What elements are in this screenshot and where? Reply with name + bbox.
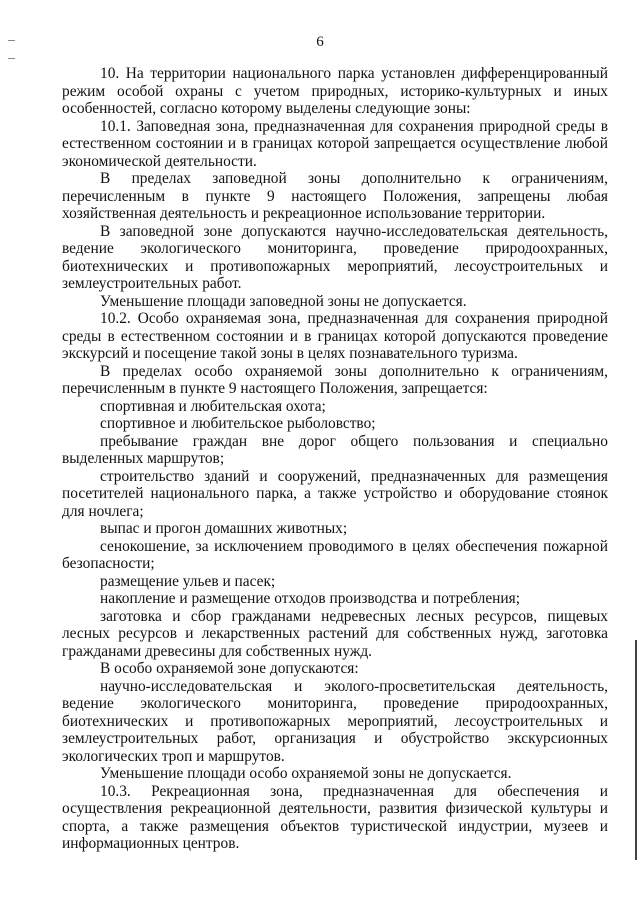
- list-item: научно-исследовательская и эколого-просветительская деятельность, ведение экологического мониторинга, проведение природоохранных, биотехнических и противопожарных мероприятий, лесоустроительных и землеустроительных работ, организация и обустройство экскурсионных экологических троп и маршрутов.: [62, 677, 608, 765]
- document-body: [62, 65, 608, 853]
- scan-edge-line: [635, 640, 637, 860]
- list-item: пребывание граждан вне дорог общего пользования и специально выделенных маршрутов;: [62, 432, 608, 467]
- list-item: спортивное и любительское рыболовство;: [100, 415, 376, 432]
- paragraph-10-2: 10.2. Особо охраняемая зона, предназначенная для сохранения природной среды в естественном состоянии и в границах которой допускаются проведение экскурсий и посещение такой зоны в целях познавательного туризма.: [62, 310, 608, 362]
- scan-mark-left-bottom: [8, 58, 15, 59]
- list-item: сенокошение, за исключением проводимого в целях обеспечения пожарной безопасности;: [62, 537, 608, 572]
- paragraph-protected-restrictions: В пределах особо охраняемой зоны дополнительно к ограничениям, перечисленным в пункте 9 настоящего Положения, запрещается:: [62, 362, 608, 397]
- paragraph-10-3: 10.3. Рекреационная зона, предназначенная для обеспечения и осуществления рекреационной деятельности, развития физической культуры и спорта, а также размещения объектов туристической индустрии, музеев и информационных центров.: [62, 782, 608, 852]
- scan-mark-left-top: [8, 40, 15, 41]
- paragraph-protected-allowed-heading: В особо охраняемой зоне допускаются:: [100, 660, 359, 677]
- list-item: заготовка и сбор гражданами недревесных лесных ресурсов, пищевых лесных ресурсов и лекарственных растений для собственных нужд, заготовка гражданами древесины для собственных нужд.: [62, 607, 608, 660]
- paragraph-reserve-allowed: В заповедной зоне допускаются научно-исследовательская деятельность, ведение экологического мониторинга, проведение природоохранных, биотехнических и противопожарных мероприятий, лесоустроительных и землеустроительных работ.: [62, 222, 608, 292]
- paragraph-reserve-restrictions: В пределах заповедной зоны дополнительно к ограничениям, перечисленным в пункте 9 настоящего Положения, запрещены любая хозяйственная деятельность и рекреационное использование территории.: [62, 170, 608, 222]
- list-item: выпас и прогон домашних животных;: [100, 520, 348, 537]
- list-item: накопление и размещение отходов производства и потребления;: [100, 590, 520, 607]
- list-item: размещение ульев и пасек;: [100, 572, 276, 590]
- page-number: 6: [316, 34, 324, 50]
- paragraph-protected-area: Уменьшение площади особо охраняемой зоны не допускается.: [100, 765, 512, 782]
- paragraph-reserve-area: Уменьшение площади заповедной зоны не допускается.: [100, 292, 467, 310]
- paragraph-10-1: 10.1. Заповедная зона, предназначенная для сохранения природной среды в естественном состоянии и в границах которой запрещается осуществление любой экономической деятельности.: [62, 117, 608, 170]
- list-item: спортивная и любительская охота;: [100, 397, 326, 415]
- paragraph-10: 10. На территории национального парка установлен дифференцированный режим особой охраны с учетом природных, историко-культурных и иных особенностей, согласно которому выделены следующие зоны:: [62, 65, 608, 117]
- list-item: строительство зданий и сооружений, предназначенных для размещения посетителей национального парка, а также устройство и оборудование стоянок для ночлега;: [62, 467, 608, 520]
